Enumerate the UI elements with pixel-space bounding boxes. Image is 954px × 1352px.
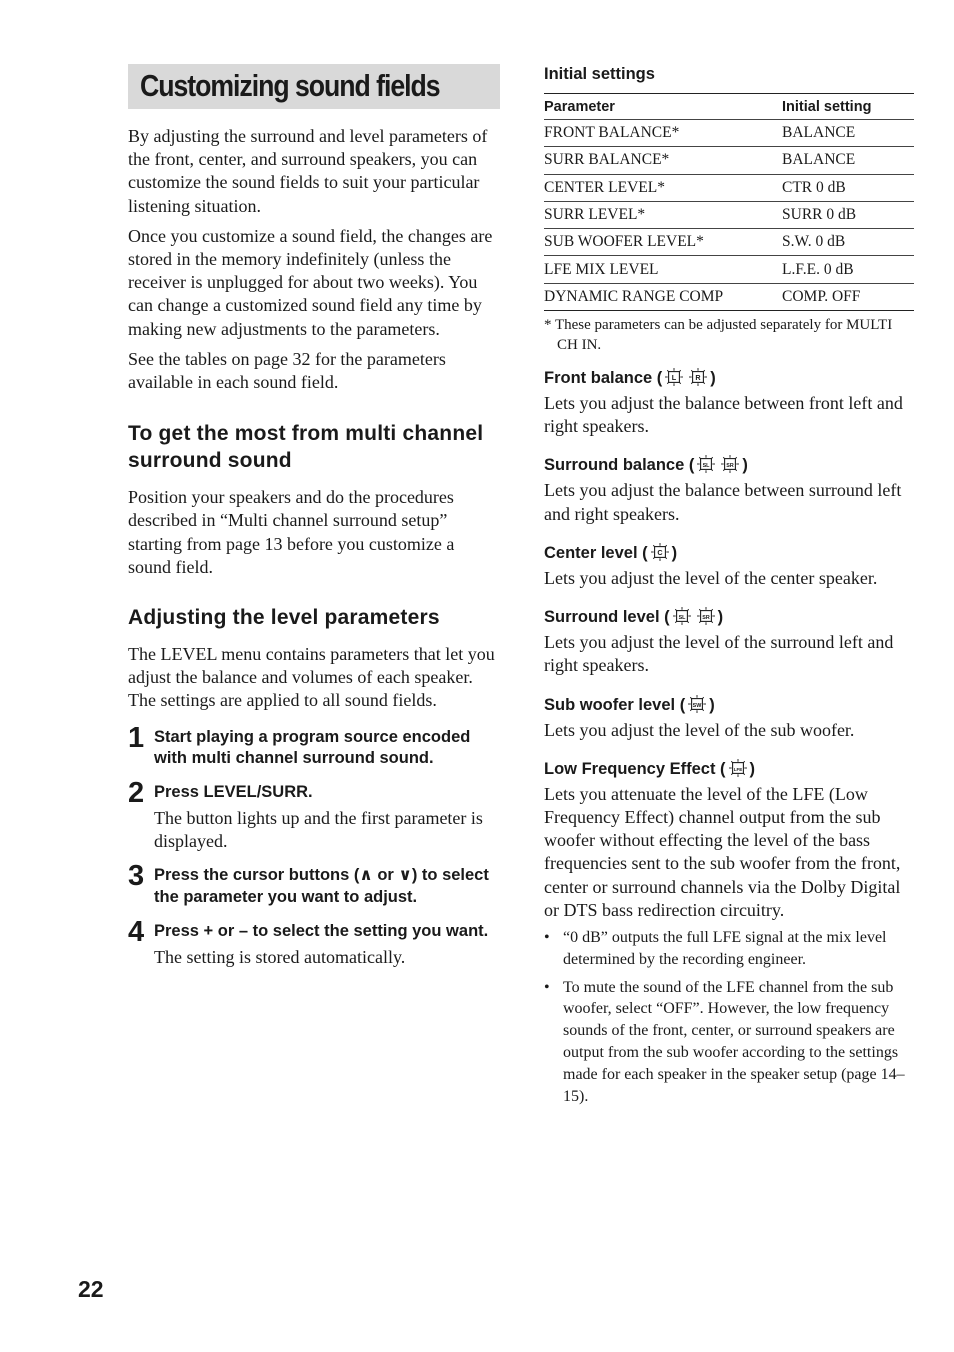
parameter-description: Lets you adjust the level of the surround left and right speakers. bbox=[544, 632, 894, 676]
title-bar bbox=[128, 64, 500, 109]
parameter-name: Sub woofer level ( bbox=[544, 695, 686, 714]
parameter-name: Surround balance ( bbox=[544, 456, 695, 475]
parameter-description: Lets you attenuate the level of the LFE (Low Frequency Effect) channel output from the sub woofer without effecting the level of the bass frequencies sent to the sub woofer from the front, center or surround channels via the Dolby Digital or DTS bass redirection circuitry. bbox=[544, 783, 901, 920]
section-heading-multi-channel: To get the most from multi channel surround sound bbox=[128, 422, 484, 473]
parameter-descriptions bbox=[544, 367, 914, 922]
table-cell: S.W. 0 dB bbox=[782, 229, 914, 256]
parameter-close-paren: ) bbox=[742, 456, 748, 475]
bullet-text: To mute the sound of the LFE channel from the sub woofer, select “OFF”. However, the low frequency sounds of the front, center, or surround speakers are output from the sub woofer according to the settings made for each speaker in the speaker setup (page 14–15). bbox=[563, 978, 905, 1105]
section-body-level-parameters: The LEVEL menu contains parameters that let you adjust the balance and volumes of each speaker. The settings are applied to all sound fields. bbox=[128, 644, 495, 711]
parameter-heading bbox=[544, 542, 914, 564]
step-2 bbox=[128, 777, 500, 853]
speaker-l-icon bbox=[665, 368, 683, 386]
bullet-icon: • bbox=[544, 978, 550, 996]
speaker-sr-icon bbox=[697, 607, 715, 625]
step-1 bbox=[128, 721, 500, 771]
parameter-close-paren: ) bbox=[717, 608, 724, 627]
speaker-r-icon bbox=[689, 368, 707, 386]
parameter-description: Lets you adjust the balance between front left and right speakers. bbox=[544, 393, 903, 437]
parameter-heading bbox=[544, 758, 914, 780]
parameter-heading bbox=[544, 367, 914, 389]
speaker-lfe-icon bbox=[729, 759, 747, 777]
parameter-close-paren: ) bbox=[749, 759, 756, 778]
speaker-sw-icon bbox=[688, 695, 706, 713]
svg-text:R: R bbox=[695, 372, 701, 382]
table-row bbox=[544, 283, 914, 310]
parameter-close-paren: ) bbox=[710, 369, 716, 388]
parameter-description: Lets you adjust the balance between surround left and right speakers. bbox=[544, 480, 902, 524]
column-header-parameter: Parameter bbox=[544, 94, 782, 120]
step-number: 1 bbox=[128, 721, 145, 754]
step-3 bbox=[128, 860, 500, 909]
table-cell: FRONT BALANCE* bbox=[544, 120, 782, 147]
list-item bbox=[544, 927, 914, 971]
initial-settings-heading: Initial settings bbox=[544, 65, 655, 83]
step-number: 2 bbox=[128, 777, 145, 810]
parameter-close-paren: ) bbox=[671, 543, 678, 562]
svg-text:L: L bbox=[672, 372, 677, 382]
step-instruction: Press the cursor buttons (∧ or ∨) to select the parameter you want to adjust. bbox=[154, 866, 489, 907]
svg-text:SL: SL bbox=[702, 463, 710, 470]
table-cell: SUB WOOFER LEVEL* bbox=[544, 229, 782, 256]
parameter-name: Center level ( bbox=[544, 543, 648, 562]
table-cell: LFE MIX LEVEL bbox=[544, 256, 782, 283]
speaker-c-icon bbox=[651, 543, 669, 561]
svg-text:C: C bbox=[657, 547, 663, 557]
parameter-close-paren: ) bbox=[709, 695, 715, 714]
step-number: 4 bbox=[128, 916, 145, 949]
step-instruction: Start playing a program source encoded with multi channel surround sound. bbox=[154, 727, 471, 768]
initial-settings-table bbox=[544, 93, 914, 311]
table-cell: L.F.E. 0 dB bbox=[782, 256, 914, 283]
intro-paragraph-2: Once you customize a sound field, the changes are stored in the memory indefinitely (unless the receiver is unplugged for about two weeks). You can change a customized sound field any time by making new adjustments to the parameters. bbox=[128, 225, 493, 339]
table-cell: CTR 0 dB bbox=[782, 174, 914, 201]
step-note: The button lights up and the first parameter is displayed. bbox=[154, 808, 483, 852]
svg-text:LFE: LFE bbox=[733, 766, 742, 772]
section-body-multi-channel: Position your speakers and do the procedures described in “Multi channel surround setup” starting from page 13 before you customize a sound field. bbox=[128, 487, 455, 577]
speaker-sl-icon bbox=[697, 455, 715, 473]
list-item bbox=[544, 977, 914, 1108]
parameter-heading bbox=[544, 606, 914, 628]
lfe-bullet-list bbox=[544, 927, 914, 1107]
table-row bbox=[544, 174, 914, 201]
page-number: 22 bbox=[78, 1276, 104, 1302]
table-footnote: * These parameters can be adjusted separately for MULTI CH IN. bbox=[544, 317, 893, 353]
parameter-description: Lets you adjust the level of the center speaker. bbox=[544, 567, 878, 588]
table-cell: CENTER LEVEL* bbox=[544, 174, 782, 201]
step-instruction: Press + or – to select the setting you want. bbox=[154, 922, 489, 941]
table-row bbox=[544, 201, 914, 228]
step-4 bbox=[128, 916, 500, 969]
column-header-initial-setting: Initial setting bbox=[782, 94, 914, 120]
step-number: 3 bbox=[128, 860, 145, 893]
table-cell: SURR 0 dB bbox=[782, 201, 914, 228]
intro-paragraph-3: See the tables on page 32 for the parameters available in each sound field. bbox=[128, 348, 446, 393]
table-cell: DYNAMIC RANGE COMP bbox=[544, 287, 724, 305]
step-instruction: Press LEVEL/SURR. bbox=[154, 783, 313, 802]
step-note: The setting is stored automatically. bbox=[154, 946, 406, 967]
svg-text:SW: SW bbox=[692, 702, 702, 709]
svg-text:SL: SL bbox=[678, 614, 686, 621]
parameter-heading bbox=[544, 454, 914, 476]
left-column bbox=[128, 64, 500, 969]
intro-paragraph-1: By adjusting the surround and level parameters of the front, center, and surround speakers, you can customize the sound fields to suit your particular listening situation. bbox=[128, 126, 488, 216]
right-column bbox=[544, 64, 914, 1113]
table-cell: BALANCE bbox=[782, 147, 914, 174]
table-cell: SURR BALANCE* bbox=[544, 147, 782, 174]
table-row bbox=[544, 147, 914, 174]
table-row bbox=[544, 256, 914, 283]
table-row bbox=[544, 120, 914, 147]
parameter-name: Surround level ( bbox=[544, 608, 670, 627]
bullet-text: “0 dB” outputs the full LFE signal at the mix level determined by the recording engineer. bbox=[563, 928, 887, 968]
svg-text:SR: SR bbox=[726, 463, 735, 470]
table-cell: SURR LEVEL* bbox=[544, 201, 782, 228]
table-cell: COMP. OFF bbox=[782, 287, 861, 305]
table-header-row bbox=[544, 94, 914, 120]
speaker-sl-icon bbox=[673, 607, 691, 625]
table-row bbox=[544, 229, 914, 256]
speaker-sr-icon bbox=[721, 455, 739, 473]
table-cell: BALANCE bbox=[782, 120, 914, 147]
parameter-name: Low Frequency Effect ( bbox=[544, 759, 726, 778]
section-heading-level-parameters: Adjusting the level parameters bbox=[128, 606, 440, 630]
parameter-name: Front balance ( bbox=[544, 369, 663, 388]
parameter-description: Lets you adjust the level of the sub woofer. bbox=[544, 719, 855, 740]
page-title: Customizing sound fields bbox=[140, 68, 440, 103]
bullet-icon: • bbox=[544, 928, 550, 946]
parameter-heading bbox=[544, 694, 914, 716]
svg-text:SR: SR bbox=[701, 614, 710, 621]
